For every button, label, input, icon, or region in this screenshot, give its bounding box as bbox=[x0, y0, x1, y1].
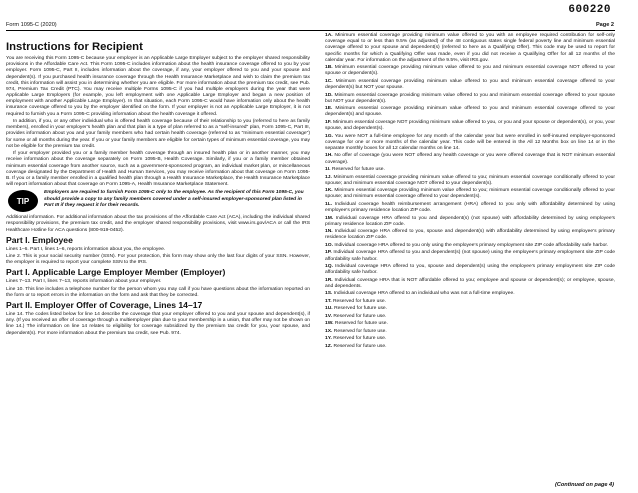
header-rule bbox=[6, 30, 615, 31]
part1-lines-1-6: Lines 1–6. Part I, lines 1–6, reports information about you, the employee. bbox=[6, 246, 166, 252]
code-description: Minimum essential coverage providing minimum value offered to you and minimum essential coverage offered to your spouse but NOT your dependent(s). bbox=[325, 92, 615, 104]
insured-plan-paragraph: If your employer provided you or a family member health coverage through an insured health plan or in another manner, you may receive information about the coverage separately on Form 1095-B, Health Coverage. Similarly, if you or a family member obtained minimum essential coverage from another source, such as a government-sponsored program, an individual market plan, or miscellaneous coverage designated by the Department of Health and Human Services, you may receive information about that coverage on Form 1095-B. If you or a family member enrolled in a qualified health plan through a Health Insurance Marketplace, the Health Insurance Marketplace will report information about that coverage on Form 1095-A, Health Insurance Marketplace Statement. bbox=[6, 151, 310, 188]
code-entry-1w bbox=[325, 321, 615, 327]
code-description: No offer of coverage (you were NOT offered any health coverage or you were offered coverage that is NOT minimum essential coverage). bbox=[325, 153, 615, 165]
code-description: You were NOT a full-time employee for any month of the calendar year but were enrolled in self-insured employer-sponsored coverage for one or more months of the calendar year. This code will be entered in the All 12 Months box on line 14 or in the separate monthly boxes for all 12 calendar months on line 14. bbox=[325, 133, 615, 151]
code-description: Minimum essential coverage providing minimum value offered to you; minimum essential coverage conditionally offered to your spouse; and minimum essential coverage offered to your dependent(s). bbox=[325, 188, 615, 200]
code-description: Individual coverage HRA offered to you only using the employee's primary employment site ZIP code affordability safe harbor. bbox=[334, 242, 609, 248]
code-label: 1Q. bbox=[325, 264, 333, 270]
code-entry-1p bbox=[325, 250, 615, 262]
code-label: 1T. bbox=[325, 298, 332, 304]
continued-note: (Continued on page 4) bbox=[554, 482, 614, 488]
code-description: Reserved for future use. bbox=[334, 321, 388, 327]
code-label: 1K. bbox=[325, 188, 333, 194]
intro-paragraph: You are receiving this Form 1095-C because your employer is an Applicable Large Employer subject to the employer shared responsibility provisions in the Affordable Care Act. This Form 1095-C includes information about the health insurance coverage offered to you by your employer. Form 1095-C, Part II, includes information about the coverage, if any, your employer offered to you and your spouse and dependent(s). If you purchased health insurance coverage through the Health Insurance Marketplace and wish to claim the premium tax credit, this information will assist you in determining whether you are eligible. For more information about the premium tax credit, see Pub. 974, Premium Tax Credit (PTC). You may receive multiple Forms 1095-C if you had multiple employers during the year that were Applicable Large Employers (for example, you left employment with one Applicable Large Employer and began a new position of employment with another Applicable Large Employer). In that situation, each Form 1095-C would have information only about the health insurance coverage offered to you by the employer identified on the form. If your employer is not an Applicable Large Employer, it is not required to furnish you a Form 1095-C providing information about the health coverage it offered. bbox=[6, 55, 310, 117]
code-label: 1X. bbox=[325, 328, 333, 334]
code-entry-1c bbox=[325, 79, 615, 91]
code-entry-1e bbox=[325, 106, 615, 118]
code-description: Individual coverage HRA offered to an individual who was not a full-time employee. bbox=[333, 291, 515, 297]
code-entry-1v bbox=[325, 314, 615, 320]
code-entry-1m bbox=[325, 216, 615, 228]
code-entry-1u bbox=[325, 306, 615, 312]
tip-text: Employers are required to furnish Form 1095-C only to the employee. As the recipient of this Form 1095-C, you should provide a copy to any family members covered under a self-insured employer-sponsored plan listed in Part III if they request it for their records. bbox=[44, 190, 304, 208]
page-title: Instructions for Recipient bbox=[6, 41, 143, 53]
code-label: 1B. bbox=[325, 65, 333, 71]
part1-line-10: Line 10. This line includes a telephone number for the person whom you may call if you have questions about the information reported on the form or to report errors in the information on the form and ask that they be corrected. bbox=[6, 286, 310, 298]
code-description: Individual coverage HRA offered to you and dependent(s) (not spouse) with affordability determined by using employee's primary residence location ZIP code. bbox=[325, 215, 615, 227]
code-entry-1h bbox=[325, 153, 615, 165]
code-description: Individual coverage HRA offered to you, spouse and dependent(s) using the employee's primary employment site ZIP code affordability safe harbor. bbox=[325, 264, 616, 276]
code-label: 1F. bbox=[325, 119, 332, 125]
code-label: 1S. bbox=[325, 291, 333, 297]
page-number: Page 2 bbox=[595, 22, 614, 28]
code-label: 1D. bbox=[325, 92, 333, 98]
code-description: Reserved for future use. bbox=[333, 336, 387, 342]
code-description: Individual coverage HRA that is NOT affordable offered to you; employee and spouse or dependent(s); or employee, spouse, and dependents. bbox=[325, 277, 615, 289]
code-entry-1d bbox=[325, 93, 615, 105]
code-label: 1E. bbox=[325, 106, 333, 112]
code-description: Individual coverage health reimbursement arrangement (HRA) offered to you only with affordability determined by using employee's primary residence location ZIP code. bbox=[325, 201, 615, 214]
tip-icon: TIP bbox=[8, 190, 38, 212]
code-entry-1j bbox=[325, 175, 615, 187]
part2-heading: Part II. Employer Offer of Coverage, Lines 14–17 bbox=[6, 300, 203, 311]
code-entry-1r bbox=[325, 278, 615, 290]
part1-employer-heading: Part I. Applicable Large Employer Member (Employer) bbox=[6, 267, 226, 278]
code-label: 1I. bbox=[325, 167, 331, 173]
code-description: Minimum essential coverage providing minimum value offered to you and minimum essential coverage offered to your dependent(s) but NOT your spouse. bbox=[325, 78, 615, 91]
code-entry-1f bbox=[325, 120, 615, 132]
code-entry-1k bbox=[325, 188, 615, 200]
code-description: Reserved for future use. bbox=[332, 298, 386, 304]
code-entry-1g bbox=[325, 134, 615, 153]
part1-lines-7-13: Lines 7–13. Part I, lines 7–13, reports information about your employer. bbox=[6, 279, 162, 285]
code-entry-1y bbox=[325, 336, 615, 342]
code-description: Individual coverage HRA offered to you, spouse and dependent(s) with affordability determined by using employee's primary residence location ZIP code. bbox=[325, 229, 615, 241]
code-entry-1l bbox=[325, 202, 615, 214]
code-entry-1o bbox=[325, 243, 615, 249]
code-label: 1N. bbox=[325, 229, 333, 235]
code-entry-1z bbox=[325, 344, 615, 350]
code-description: Reserved for future use. bbox=[331, 167, 385, 173]
right-column bbox=[325, 33, 615, 351]
code-label: 1V. bbox=[325, 313, 332, 319]
tip-box bbox=[6, 190, 310, 212]
part1-heading: Part I. Employee bbox=[6, 234, 73, 245]
code-label: 1W. bbox=[325, 321, 334, 327]
part2-line-14: Line 14. The codes listed below for line 14 describe the coverage that your employer offered to you and your spouse and dependent(s), if any. (If you received an offer of coverage through a multiemployer plan due to your membership in a union, that offer may not be shown on line 14.) The information on line 14 relates to eligibility for coverage subsidized by the premium tax credit for you, your spouse, and dependent(s). For more information about the premium tax credit, see Pub. 974. bbox=[6, 311, 310, 336]
code-description: Minimum essential coverage providing minimum value offered to you; minimum essential coverage conditionally offered to your spouse; and minimum essential coverage NOT offered to your dependent(s). bbox=[325, 174, 615, 186]
code-description: Minimum essential coverage NOT providing minimum value offered to you, or you and your spouse or dependent(s), or you, your spouse, and dependent(s). bbox=[325, 119, 615, 132]
code-entry-1n bbox=[325, 229, 615, 241]
code-entry-1a bbox=[325, 33, 615, 64]
code-label: 1M. bbox=[325, 215, 334, 221]
code-entry-1x bbox=[325, 329, 615, 335]
code-description: Minimum essential coverage providing minimum value offered to you and minimum essential coverage offered to your dependent(s) and spouse. bbox=[325, 106, 615, 118]
code-description: Reserved for future use. bbox=[334, 306, 388, 312]
code-label: 1C. bbox=[325, 78, 333, 84]
part1-line-2: Line 2. This is your social security number (SSN). For your protection, this form may show only the last four digits of your SSN. However, the employer is required to report your complete SSN to the IRS. bbox=[6, 254, 310, 266]
code-label: 1G. bbox=[325, 133, 333, 139]
form-identifier: Form 1095-C (2020) bbox=[6, 22, 57, 28]
code-label: 1P. bbox=[325, 250, 332, 256]
code-label: 1H. bbox=[325, 153, 333, 159]
code-entry-1q bbox=[325, 264, 615, 276]
additional-information: Additional information. For additional information about the tax provisions of the Affordable Care Act (ACA), including the individual shared responsibility provisions, the premium tax credit, and the employer shared responsibility provisions, visit www.irs.gov/ACA or call the IRS Healthcare Hotline for ACA questions (800-919-0452). bbox=[6, 215, 310, 233]
code-description: Reserved for future use. bbox=[333, 313, 387, 319]
code-label: 1U. bbox=[325, 306, 333, 312]
code-label: 1J. bbox=[325, 174, 332, 180]
code-label: 1R. bbox=[325, 277, 333, 283]
code-entry-1t bbox=[325, 299, 615, 305]
form-code: 600220 bbox=[568, 4, 611, 16]
code-description: Minimum essential coverage providing minimum value offered to you and minimum essential coverage NOT offered to your spouse or dependent(s). bbox=[325, 65, 615, 77]
code-label: 1Z. bbox=[325, 343, 333, 349]
self-insured-paragraph: In addition, if you, or any other individual who is offered health coverage because of their relationship to you (referred to here as family members), enrolled in your employer's health plan and that plan is a type of plan referred to as a "self-insured" plan, Form 1095-C, Part III, provides information about you and your family members who had certain health coverage (referred to as "minimum essential coverage") for some or all months during the year. If you or your family members are eligible for certain types of minimum essential coverage, you may not be eligible for the premium tax credit. bbox=[6, 119, 310, 149]
left-column bbox=[6, 33, 310, 338]
code-label: 1O. bbox=[325, 242, 333, 248]
code-entry-1i bbox=[325, 167, 615, 173]
code-label: 1Y. bbox=[325, 336, 332, 342]
code-entry-1s bbox=[325, 291, 615, 297]
code-description: Minimum essential coverage providing minimum value offered to you with an employee required contribution for self-only coverage equal to or less than 9.5% (as adjusted) of the 48 contiguous states single federal poverty line and minimum essential coverage offered to your spouse and dependent(s) (referred to here as a Qualifying Offer). This code may be used to report for specific months for which a Qualifying Offer was made, even if you did not receive a Qualifying Offer for all 12 months of the calendar year. For information on the adjustment of the 9.5%, visit IRS.gov. bbox=[325, 33, 615, 63]
code-label: 1A. bbox=[325, 33, 333, 38]
code-entry-1b bbox=[325, 65, 615, 77]
code-description: Reserved for future use. bbox=[333, 343, 387, 349]
code-description: Reserved for future use. bbox=[333, 328, 387, 334]
code-description: Individual coverage HRA offered to you and dependent(s) (not spouse) using the employee's primary employment site ZIP code affordability safe harbor. bbox=[325, 250, 615, 262]
code-label: 1L. bbox=[325, 201, 333, 207]
